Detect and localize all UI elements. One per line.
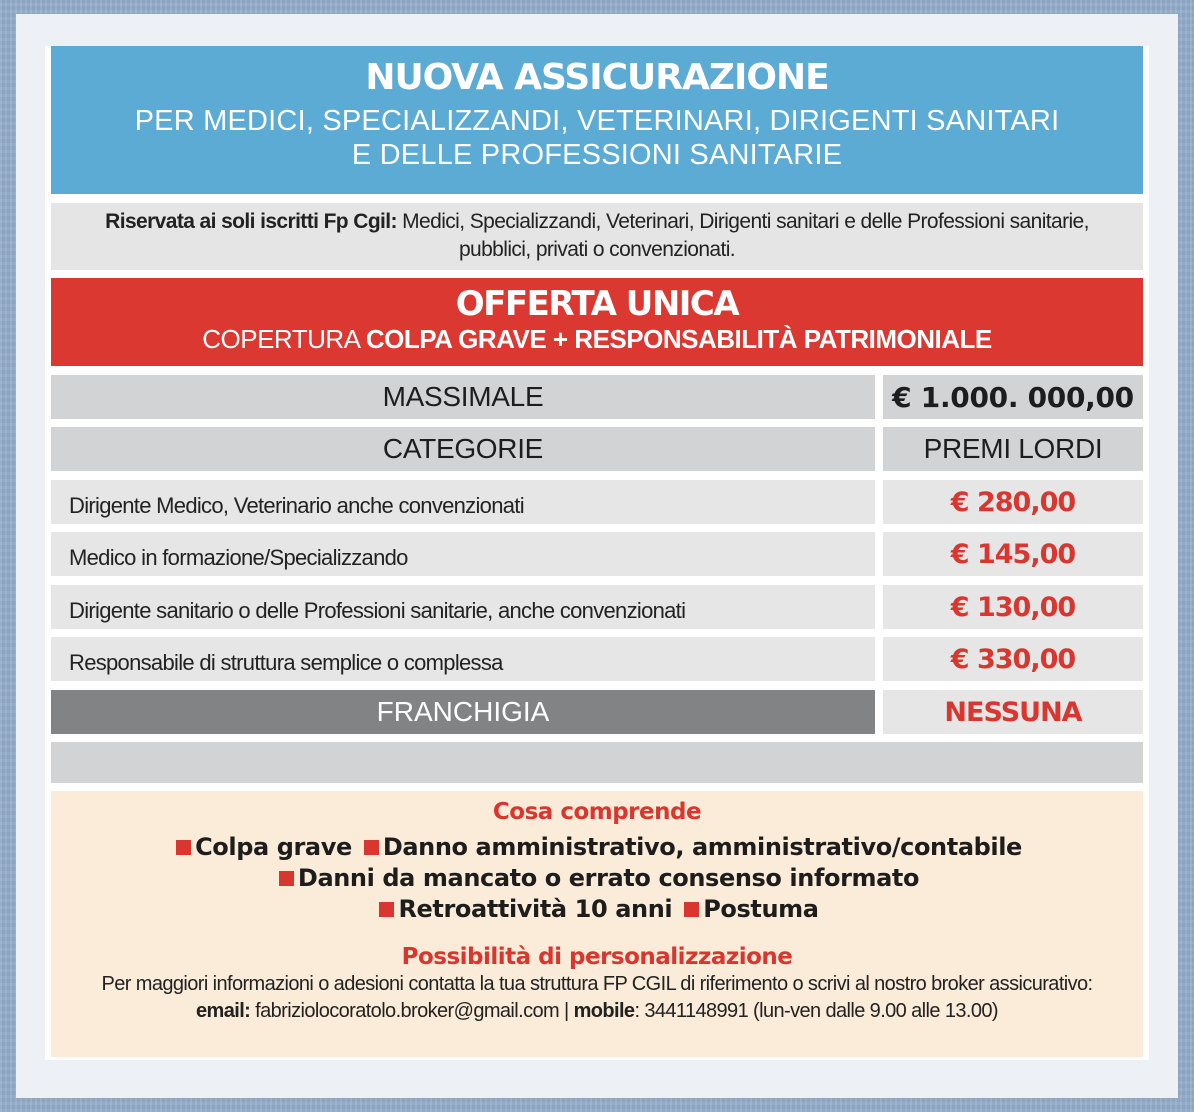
bullet-icon	[379, 902, 394, 917]
email-link[interactable]: fabriziolocoratolo.broker@gmail.com	[250, 1000, 565, 1022]
massimale-row	[51, 375, 1143, 419]
header-banner	[51, 46, 1143, 194]
eligibility-label: Riservata ai soli iscritti Fp Cgil:	[105, 210, 397, 233]
table-row	[51, 585, 1143, 629]
table-row	[51, 637, 1143, 681]
premium-cell: € 280,00	[883, 480, 1143, 524]
includes-item: Danno amministrativo, amministrativo/contabile	[382, 833, 1022, 861]
bullet-icon	[364, 840, 379, 855]
eligibility-text-2: pubblici, privati o convenzionati.	[458, 238, 736, 261]
page-title: NUOVA ASSICURAZIONE	[365, 57, 829, 98]
massimale-label: MASSIMALE	[51, 375, 875, 419]
bullet-icon	[176, 840, 191, 855]
subtitle-line-2: E DELLE PROFESSIONI SANITARIE	[351, 139, 843, 171]
table-header-row	[51, 427, 1143, 471]
includes-item: Retroattività 10 anni	[398, 895, 673, 923]
coverage-highlight: COLPA GRAVE + RESPONSABILITÀ PATRIMONIALE	[365, 324, 992, 354]
mobile-label: mobile	[573, 1000, 635, 1022]
franchigia-label: FRANCHIGIA	[51, 690, 875, 734]
contact-info	[51, 971, 1143, 1025]
offer-title: OFFERTA UNICA	[455, 284, 739, 324]
bullet-icon	[684, 902, 699, 917]
separator: |	[564, 1000, 574, 1022]
contact-text: Per maggiori informazioni o adesioni contatta la tua struttura FP CGIL di riferimento o scrivi al nostro broker assicurativo:	[101, 973, 1093, 995]
eligibility-note	[51, 203, 1143, 270]
franchigia-row	[51, 690, 1143, 734]
category-cell: Dirigente sanitario o delle Professioni sanitarie, anche convenzionati	[51, 585, 875, 629]
categories-header: CATEGORIE	[51, 427, 875, 471]
mobile-number[interactable]: : 3441148991 (lun-ven dalle 9.00 alle 13.00)	[634, 1000, 998, 1022]
includes-item: Danni da mancato o errato consenso informato	[297, 864, 920, 892]
franchigia-value: NESSUNA	[883, 690, 1143, 734]
includes-title: Cosa comprende	[492, 799, 702, 825]
offer-banner	[51, 278, 1143, 366]
subtitle-line-1: PER MEDICI, SPECIALIZZANDI, VETERINARI, DIRIGENTI SANITARI	[134, 105, 1060, 137]
includes-item: Colpa grave	[195, 833, 352, 861]
premium-cell: € 330,00	[883, 637, 1143, 681]
category-cell: Responsabile di struttura semplice o complessa	[51, 637, 875, 681]
customization-title: Possibilità di personalizzazione	[401, 944, 793, 970]
table-row	[51, 480, 1143, 524]
premium-cell: € 130,00	[883, 585, 1143, 629]
includes-item: Postuma	[703, 895, 819, 923]
email-label: email:	[196, 1000, 251, 1022]
category-cell: Medico in formazione/Specializzando	[51, 532, 875, 576]
spacer-bar	[51, 742, 1143, 783]
table-row	[51, 532, 1143, 576]
eligibility-text-1: Medici, Specializzandi, Veterinari, Dirigenti sanitari e delle Professioni sanitarie,	[396, 210, 1089, 233]
premiums-header: PREMI LORDI	[883, 427, 1143, 471]
header-subtitle	[51, 104, 1143, 172]
offer-coverage	[51, 323, 1143, 355]
category-cell: Dirigente Medico, Veterinario anche convenzionati	[51, 480, 875, 524]
coverage-prefix: COPERTURA	[202, 324, 366, 354]
massimale-value: € 1.000. 000,00	[883, 375, 1143, 419]
premium-cell: € 145,00	[883, 532, 1143, 576]
coverage-details	[51, 791, 1143, 1057]
includes-list	[51, 832, 1143, 925]
bullet-icon	[279, 871, 294, 886]
